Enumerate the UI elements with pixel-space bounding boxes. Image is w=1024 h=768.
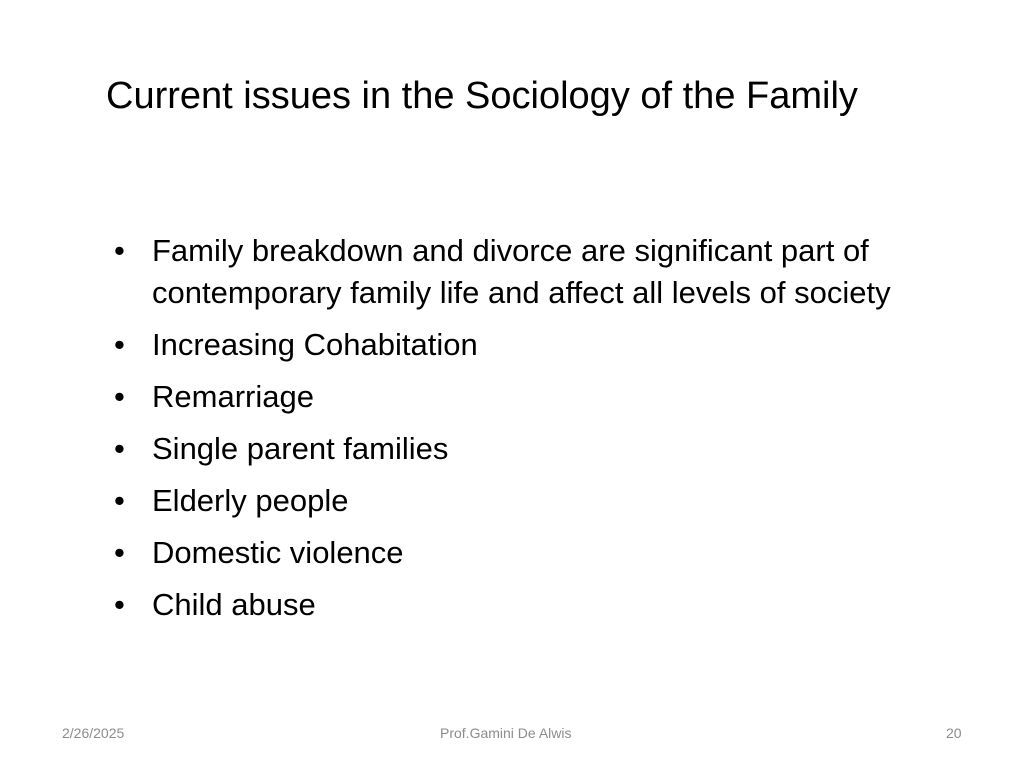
bullet-icon: • [114,379,125,414]
list-item [110,428,970,470]
bullet-icon: • [114,587,125,622]
bullet-text: Remarriage [152,379,314,414]
bullet-text: Child abuse [152,587,316,622]
bullet-icon: • [114,327,125,362]
footer-date: 2/26/2025 [62,725,125,741]
bullet-text: Family breakdown and divorce are significant part of contemporary family life and affect all levels of society [152,233,891,310]
list-item [110,230,970,314]
list-item [110,584,970,626]
bullet-text: Domestic violence [152,535,404,570]
bullet-text: Elderly people [152,483,349,518]
list-item [110,376,970,418]
bullet-icon: • [114,535,125,570]
list-item [110,532,970,574]
footer-author: Prof.Gamini De Alwis [440,725,572,741]
list-item [110,324,970,366]
bullet-list [110,230,970,636]
bullet-text: Single parent families [152,431,449,466]
list-item [110,480,970,522]
bullet-text: Increasing Cohabitation [152,327,478,362]
bullet-icon: • [114,431,125,466]
bullet-icon: • [114,233,125,268]
footer-page-number: 20 [946,725,962,741]
bullet-icon: • [114,483,125,518]
slide-title: Current issues in the Sociology of the Family [106,75,858,117]
